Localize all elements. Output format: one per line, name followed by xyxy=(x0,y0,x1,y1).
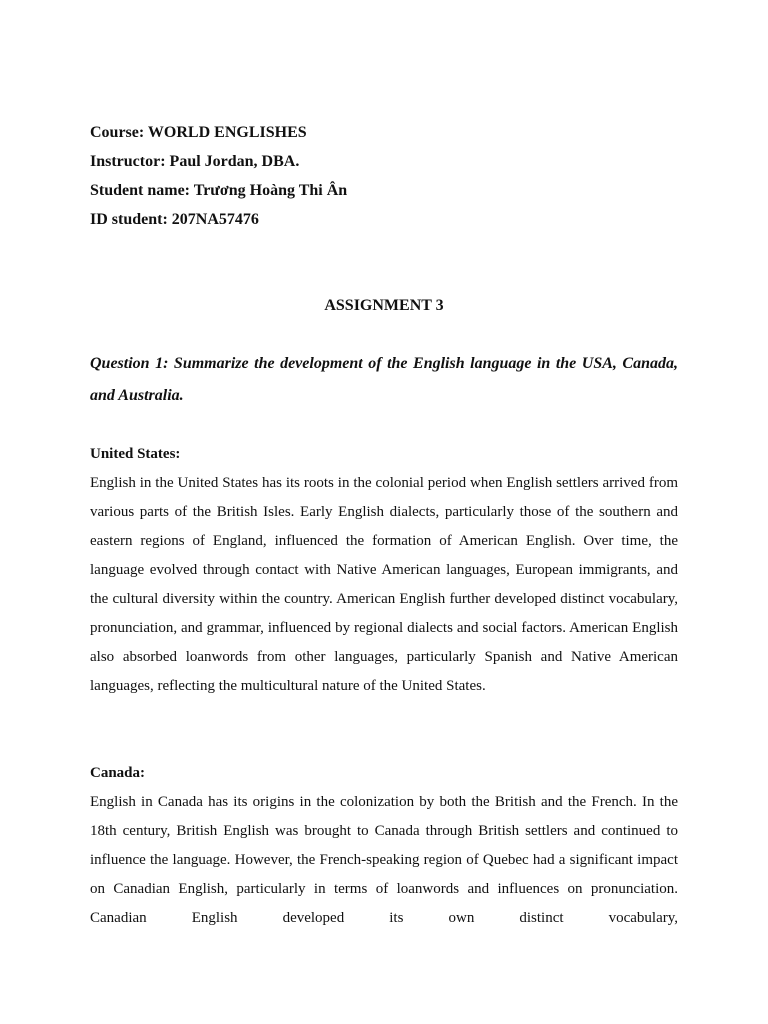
course-line: Course: WORLD ENGLISHES xyxy=(90,124,307,141)
question-prompt: Question 1: Summarize the development of the English language in the USA, Canada, and Australia. xyxy=(90,355,678,404)
instructor-line: Instructor: Paul Jordan, DBA. xyxy=(90,153,300,170)
document-header xyxy=(90,118,690,234)
section-heading-canada: Canada: xyxy=(90,765,146,781)
assignment-title: ASSIGNMENT 3 xyxy=(324,297,444,314)
section-body-united-states: English in the United States has its roots in the colonial period when English settlers arrived from various parts of the British Isles. Early English dialects, particularly those of the southern and eastern regions of England, influenced the formation of American English. Over time, the language evolved through contact with Native American languages, European immigrants, and the cultural diversity within the country. American English further developed distinct vocabulary, pronunciation, and grammar, influenced by regional dialects and social factors. American English also absorbed loanwords from other languages, particularly Spanish and Native American languages, reflecting the multicultural nature of the United States. xyxy=(90,475,678,694)
section-heading-united-states: United States: xyxy=(90,446,181,462)
student-name-line: Student name: Trương Hoàng Thi Ân xyxy=(90,182,348,199)
section-body-canada: English in Canada has its origins in the colonization by both the British and the French. In the 18th century, British English was brought to Canada through British settlers and continued to influence the language. However, the French-speaking region of Quebec had a significant impact on Canadian English, particularly in terms of loanwords and influences on pronunciation. Canadian English developed its own distinct vocabulary, xyxy=(90,794,678,926)
student-id-line: ID student: 207NA57476 xyxy=(90,211,259,228)
